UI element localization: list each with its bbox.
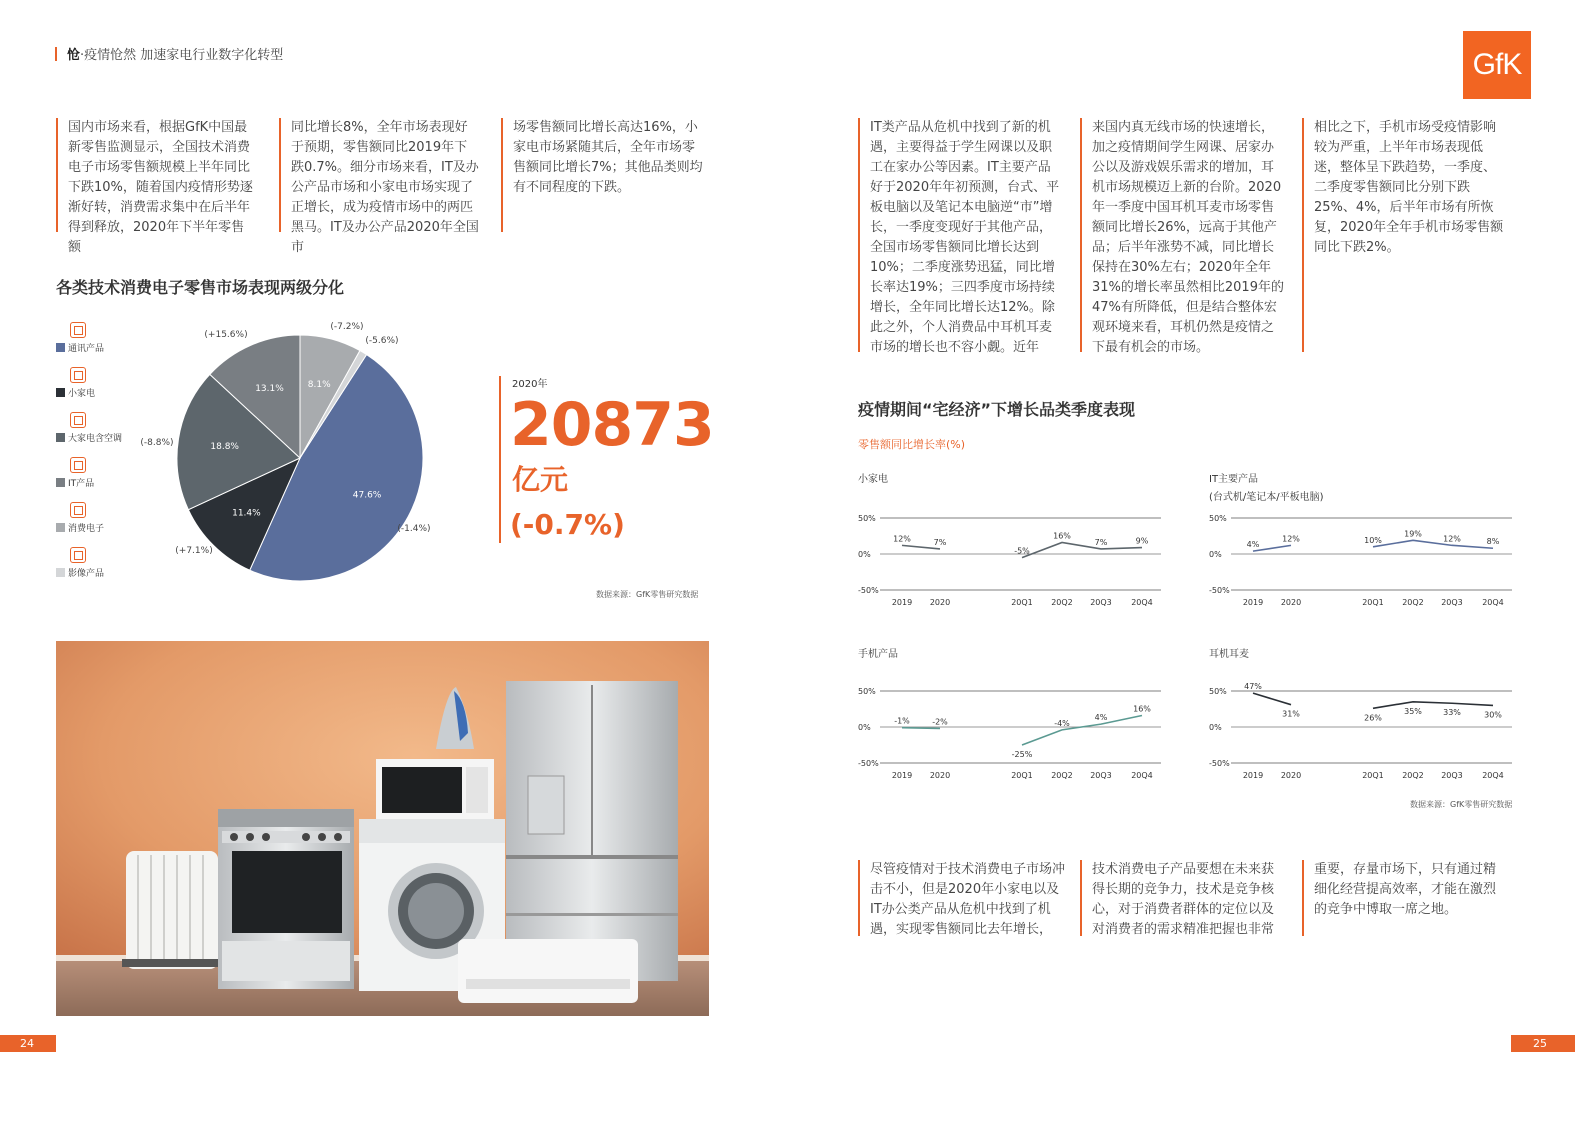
line-chart-title: IT主要产品 bbox=[1209, 474, 1259, 485]
x-tick-label: 2020 bbox=[1280, 771, 1302, 780]
y-tick-label: 0% bbox=[858, 723, 871, 732]
y-tick-label: 50% bbox=[1209, 514, 1227, 523]
data-label: 12% bbox=[1282, 534, 1300, 544]
legend-label: IT产品 bbox=[68, 479, 95, 489]
header-title-bold: 怆 bbox=[67, 48, 81, 63]
data-label: -4% bbox=[1054, 718, 1070, 728]
data-label: 9% bbox=[1135, 536, 1149, 546]
legend-label: 消费电子 bbox=[68, 524, 105, 534]
series-line bbox=[1022, 542, 1142, 557]
x-tick-label: 20Q1 bbox=[1362, 771, 1384, 780]
pie-change-label: (-7.2%) bbox=[330, 322, 364, 332]
y-tick-label: -50% bbox=[858, 759, 879, 768]
x-tick-label: 2020 bbox=[929, 771, 951, 780]
x-tick-label: 20Q4 bbox=[1482, 598, 1504, 607]
kpi-change: (-0.7%) bbox=[510, 508, 625, 541]
pie-change-label: (-8.8%) bbox=[140, 438, 174, 448]
appliances-photo bbox=[56, 641, 709, 1016]
data-label: 7% bbox=[1094, 537, 1108, 547]
data-label: -5% bbox=[1014, 546, 1030, 556]
pie-section-title: 各类技术消费电子零售市场表现两级分化 bbox=[56, 278, 345, 297]
pie-share-label: 13.1% bbox=[255, 384, 284, 395]
left-text-col-2: 同比增长8%，全年市场表现好于预期，零售额同比2019年下跌0.7%。细分市场来看，IT及办公产品市场和小家电市场实现了正增长，成为疫情市场中的两匹黑马。IT及办公产品2020年全国市 bbox=[279, 118, 479, 232]
legend-label: 通讯产品 bbox=[68, 344, 105, 354]
line-chart-plot bbox=[858, 510, 1168, 610]
y-tick-label: 0% bbox=[858, 550, 871, 559]
x-tick-label: 20Q4 bbox=[1131, 598, 1153, 607]
line-chart-title: 耳机耳麦 bbox=[1209, 649, 1249, 660]
pie-share-label: 8.1% bbox=[307, 380, 331, 391]
data-label: 30% bbox=[1484, 710, 1502, 720]
y-tick-label: 50% bbox=[858, 687, 876, 696]
pie-share-label: 18.8% bbox=[210, 442, 239, 453]
data-label: -2% bbox=[932, 717, 948, 727]
data-label: -1% bbox=[894, 716, 910, 726]
x-tick-label: 20Q1 bbox=[1011, 598, 1033, 607]
data-label: 33% bbox=[1443, 708, 1461, 718]
x-tick-label: 20Q3 bbox=[1441, 771, 1463, 780]
data-label: 12% bbox=[1443, 534, 1461, 544]
data-label: 26% bbox=[1364, 713, 1382, 723]
line-chart-plot bbox=[858, 683, 1168, 783]
y-tick-label: 0% bbox=[1209, 550, 1222, 559]
header-accent-bar bbox=[55, 47, 57, 61]
x-tick-label: 2019 bbox=[891, 771, 913, 780]
data-label: 16% bbox=[1053, 531, 1071, 541]
x-tick-label: 2020 bbox=[929, 598, 951, 607]
y-tick-label: -50% bbox=[858, 586, 879, 595]
line-chart-plot bbox=[1209, 510, 1519, 610]
left-source-note: 数据来源：GfK零售研究数据 bbox=[596, 590, 699, 599]
kpi-unit: 亿元 bbox=[512, 463, 569, 496]
data-label: 47% bbox=[1244, 682, 1262, 692]
kpi-year: 2020年 bbox=[512, 379, 548, 390]
pie-change-label: (+7.1%) bbox=[175, 546, 213, 556]
gfk-logo: GfK bbox=[1463, 31, 1531, 99]
y-tick-label: 50% bbox=[1209, 687, 1227, 696]
series-line bbox=[1373, 540, 1493, 548]
series-line bbox=[1253, 693, 1291, 705]
pie-chart bbox=[0, 300, 520, 610]
pie-share-label: 11.4% bbox=[232, 508, 261, 519]
line-chart-subtitle: (台式机/笔记本/平板电脑) bbox=[1209, 492, 1324, 503]
kpi-total-value: 20873 bbox=[510, 390, 714, 460]
x-tick-label: 20Q4 bbox=[1131, 771, 1153, 780]
line-section-subtitle: 零售额同比增长率(%) bbox=[858, 438, 966, 451]
right-text-col-1: IT类产品从危机中找到了新的机遇，主要得益于学生网课以及职工在家办公等因素。IT主要产品好于2020年年初预测，台式、平板电脑以及笔记本电脑逆“市”增长，一季度变现好于其他产品，全国市场零售额同比增长达到10%；二季度涨势迅猛，同比增长率达19%；三四季度市场持续增长，全年同比增长达12%。除此之外，个人消费品中耳机耳麦市场的增长也不容小觑。近年 bbox=[858, 118, 1062, 352]
line-chart-title: 小家电 bbox=[858, 474, 888, 485]
x-tick-label: 20Q2 bbox=[1051, 771, 1073, 780]
x-tick-label: 2019 bbox=[1242, 771, 1264, 780]
pie-change-label: (+15.6%) bbox=[204, 330, 248, 340]
right-source-note: 数据来源：GfK零售研究数据 bbox=[1410, 800, 1513, 809]
right-bottom-col-3: 重要，存量市场下，只有通过精细化经营提高效率，才能在激烈的竞争中博取一席之地。 bbox=[1302, 860, 1508, 936]
x-tick-label: 20Q2 bbox=[1051, 598, 1073, 607]
legend-label: 小家电 bbox=[68, 389, 96, 399]
legend-label: 影像产品 bbox=[68, 569, 105, 579]
page-number-right: 25 bbox=[1511, 1035, 1575, 1052]
x-tick-label: 20Q2 bbox=[1402, 598, 1424, 607]
data-label: 4% bbox=[1246, 540, 1260, 550]
data-label: 16% bbox=[1133, 704, 1151, 714]
y-tick-label: 0% bbox=[1209, 723, 1222, 732]
data-label: 8% bbox=[1486, 537, 1500, 547]
data-label: 4% bbox=[1094, 713, 1108, 723]
line-section-title: 疫情期间“宅经济”下增长品类季度表现 bbox=[858, 400, 1136, 419]
x-tick-label: 20Q2 bbox=[1402, 771, 1424, 780]
series-line bbox=[902, 728, 940, 729]
pie-change-label: (-1.4%) bbox=[397, 524, 431, 534]
data-label: 10% bbox=[1364, 535, 1382, 545]
pie-share-label: 47.6% bbox=[352, 490, 382, 501]
x-tick-label: 2020 bbox=[1280, 598, 1302, 607]
y-tick-label: -50% bbox=[1209, 759, 1230, 768]
data-label: 31% bbox=[1282, 709, 1300, 719]
right-bottom-col-2: 技术消费电子产品要想在未来获得长期的竞争力，技术是竞争核心，对于消费者群体的定位以及对消费者的需求精准把握也非常 bbox=[1080, 860, 1284, 936]
page-number-left: 24 bbox=[0, 1035, 56, 1052]
x-tick-label: 20Q3 bbox=[1441, 598, 1463, 607]
x-tick-label: 20Q1 bbox=[1011, 771, 1033, 780]
data-label: -25% bbox=[1011, 750, 1033, 759]
x-tick-label: 20Q1 bbox=[1362, 598, 1384, 607]
series-line bbox=[1373, 702, 1493, 708]
legend-label: 大家电含空调 bbox=[68, 434, 123, 444]
right-bottom-col-1: 尽管疫情对于技术消费电子市场冲击不小，但是2020年小家电以及IT办公类产品从危机中找到了机遇，实现零售额同比去年增长， bbox=[858, 860, 1068, 936]
right-text-col-3: 相比之下，手机市场受疫情影响较为严重，上半年市场表现低迷，整体呈下跌趋势，一季度、二季度零售额同比分别下跌25%、4%，后半年市场有所恢复，2020年全年手机市场零售额同比下跌2%。 bbox=[1302, 118, 1508, 352]
x-tick-label: 20Q3 bbox=[1090, 771, 1112, 780]
kpi-accent-bar bbox=[499, 376, 501, 543]
x-tick-label: 2019 bbox=[891, 598, 913, 607]
y-tick-label: 50% bbox=[858, 514, 876, 523]
line-chart-plot bbox=[1209, 683, 1519, 783]
x-tick-label: 20Q4 bbox=[1482, 771, 1504, 780]
pie-change-label: (-5.6%) bbox=[365, 336, 399, 346]
running-header bbox=[55, 44, 283, 63]
data-label: 19% bbox=[1404, 529, 1422, 539]
y-tick-label: -50% bbox=[1209, 586, 1230, 595]
data-label: 7% bbox=[933, 537, 947, 547]
x-tick-label: 20Q3 bbox=[1090, 598, 1112, 607]
line-chart-title: 手机产品 bbox=[858, 649, 898, 660]
left-text-col-1: 国内市场来看，根据GfK中国最新零售监测显示，全国技术消费电子市场零售额规模上半年同比下跌10%，随着国内疫情形势逐渐好转，消费需求集中在后半年得到释放，2020年下半年零售额 bbox=[56, 118, 256, 232]
left-text-col-3: 场零售额同比增长高达16%，小家电市场紧随其后，全年市场零售额同比增长7%；其他品类则均有不同程度的下跌。 bbox=[501, 118, 706, 232]
x-tick-label: 2019 bbox=[1242, 598, 1264, 607]
series-line bbox=[1022, 715, 1142, 745]
header-title: ·疫情怆然 加速家电行业数字化转型 bbox=[80, 48, 284, 63]
data-label: 12% bbox=[893, 534, 911, 544]
data-label: 35% bbox=[1404, 706, 1422, 716]
right-text-col-2: 来国内真无线市场的快速增长，加之疫情期间学生网课、居家办公以及游戏娱乐需求的增加，耳机市场规模迈上新的台阶。2020年一季度中国耳机耳麦市场零售额同比增长26%，远高于其他产品；后半年涨势不减，同比增长保持在30%左右；2020年全年31%的增长率虽然相比2019年的47%有所降低，但是结合整体宏观环境来看，耳机仍然是疫情之下最有机会的市场。 bbox=[1080, 118, 1284, 352]
